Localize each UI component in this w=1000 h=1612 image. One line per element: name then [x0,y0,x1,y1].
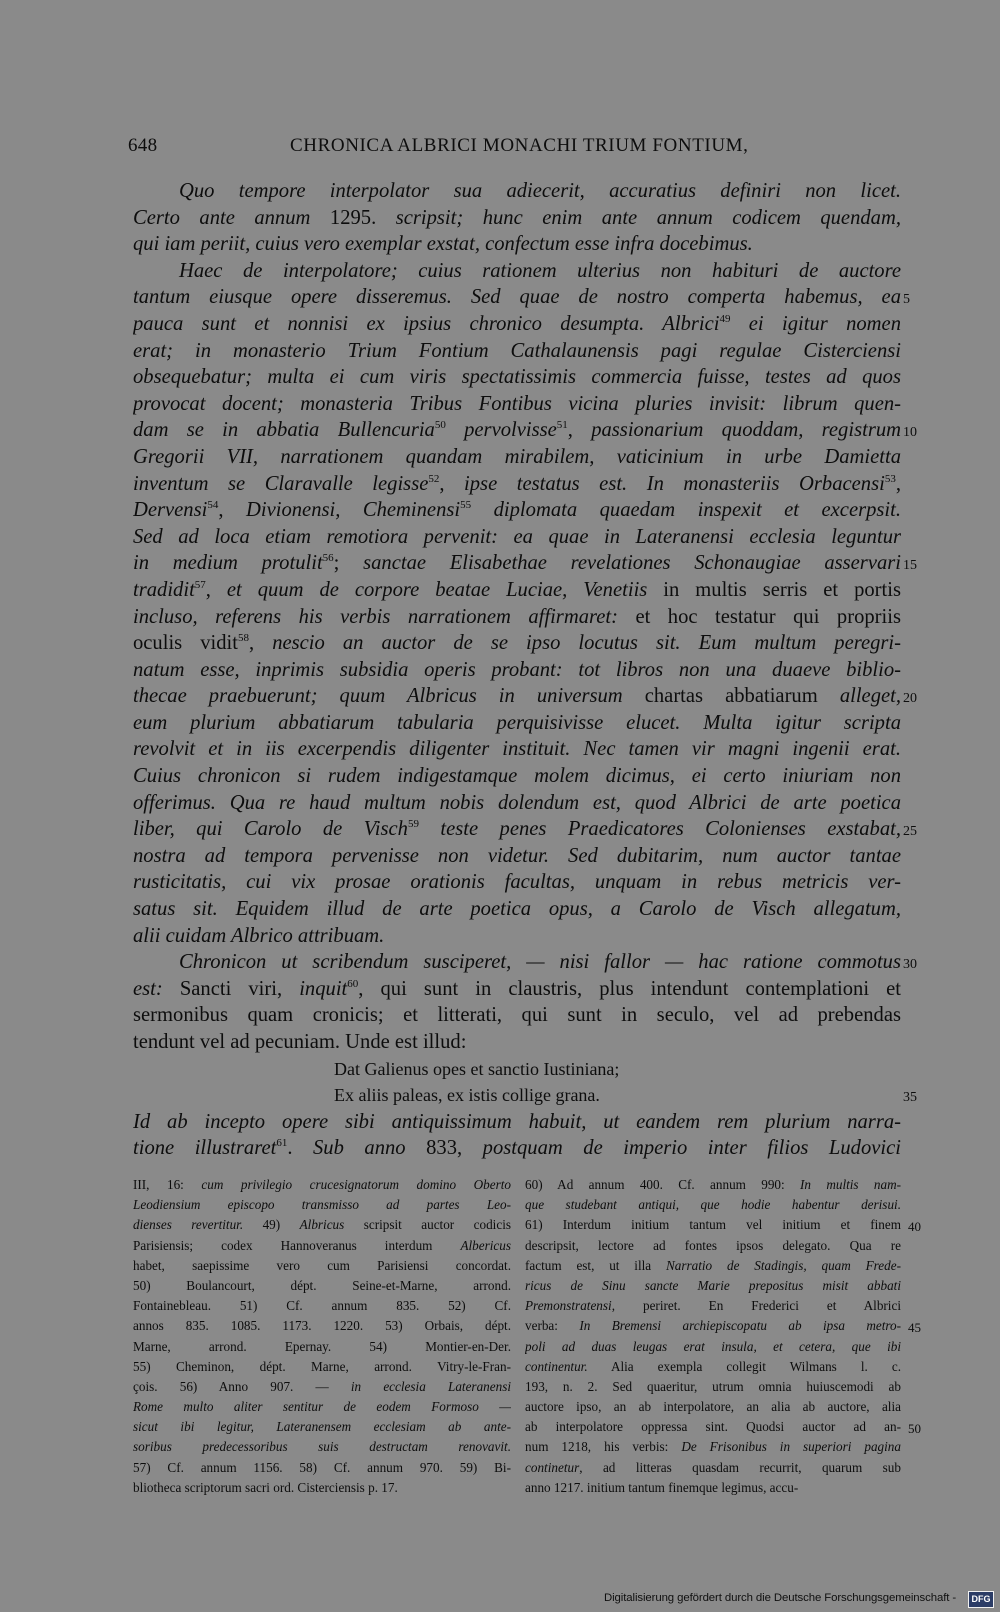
running-title: CHRONICA ALBRICI MONACHI TRIUM FONTIUM, [290,135,749,156]
footnotes-left-column [133,1175,511,1498]
margin-line-number: 35 [903,1090,917,1106]
footnote-line: çois. 56) Anno 907. — in ecclesia Lateranensi [133,1378,511,1394]
footnote-line: continentur. Alia exempla collegit Wilmans l. c. [525,1358,901,1374]
footnote-line: verba: In Bremensi archiepiscopatu ab ipsa metro- [525,1318,901,1334]
footnote-line: III, 16: cum privilegio crucesignatorum domino Oberto [133,1177,511,1192]
footnote-line: 60) Ad annum 400. Cf. annum 990: In multis nam- [525,1177,901,1192]
footnote-line: num 1218, his verbis: De Frisonibus in superiori pagina [525,1439,901,1455]
footnote-line: Premonstratensi, periret. En Frederici et Albrici [525,1298,901,1314]
footnote-line: bliotheca scriptorum sacri ord. Cisterciensis p. 17. [133,1479,398,1495]
text-line: natum esse, inprimis subsidia operis probant: tot libros non una duaeve biblio- [133,658,901,681]
footnote-line: soribus predecessoribus suis destructam renovavit. [133,1439,511,1455]
footnote-line-number: 50 [908,1421,921,1437]
footnote-line: Leodiensium episcopo transmisso ad partes Leo- [133,1197,511,1213]
footnote-line: dienses revertitur. 49) Albricus scripsit auctor codicis [133,1217,511,1233]
footnote-line: auctore ipso, an ab interpolatore, an alia ab auctore, alia [525,1399,901,1415]
text-line: inventum se Claravalle legisse$^{52}$, ipse testatus est. In monasteriis Orbacensi$^{53}$, [133,472,901,495]
text-line: tantum eiusque opere disseremus. Sed quae de nostro comperta habemus, ea [133,286,901,309]
text-line: erat; in monasterio Trium Fontium Cathalaunensis pagi regulae Cisterciensi [133,339,901,362]
footnote-line: sicut ibi legitur, Lateranensem ecclesiam ab ante- [133,1419,511,1435]
footnote-line: ricus de Sinu sancte Marie prepositus misit abbati [525,1277,901,1293]
dfg-logo: DFG [968,1591,994,1608]
text-line: thecae praebuerunt; quum Albricus in universum chartas abbatiarum alleget, [133,685,901,708]
text-line: obsequebatur; multa ei cum viris spectatissimis commercia fuisse, testes ad quos [133,366,901,389]
margin-line-number: 5 [903,292,910,308]
footnote-line: 193, n. 2. Sed quaeritur, utrum omnia huiuscemodi ab [525,1378,901,1394]
main-text [133,178,901,1162]
text-line: Sed ad loca etiam remotiora pervenit: ea quae in Lateranensi ecclesia leguntur [133,525,901,548]
text-line: dam se in abbatia Bullencuria$^{50}$ pervolvisse$^{51}$, passionarium quoddam, registrum [133,419,901,442]
text-line: Quo tempore interpolator sua adiecerit, accuratius definiri non licet. [179,180,901,202]
footnote-line: 57) Cf. annum 1156. 58) Cf. annum 970. 59) Bi- [133,1459,511,1475]
text-line: Haec de interpolatore; cuius rationem ulterius non habituri de auctore [179,259,901,282]
text-line: tione illustraret$^{61}$. Sub anno 833, postquam de imperio inter filios Ludovici [133,1137,901,1160]
text-line: provocat docent; monasteria Tribus Fontibus vicina pluries invisit: librum quen- [133,392,901,415]
text-line: alii cuidam Albrico attribuam. [133,924,385,947]
footnote-line: 50) Boulancourt, dépt. Seine-et-Marne, arrond. [133,1277,511,1293]
footnote-line: Rome multo aliter sentitur de eodem Formoso — [133,1399,511,1415]
text-line: liber, qui Carolo de Visch$^{59}$ teste penes Praedicatores Colonienses exstabat, [133,818,901,841]
footnote-line: continetur, ad litteras quasdam recurrit, quarum sub [525,1459,901,1475]
text-line: Id ab incepto opere sibi antiquissimum habuit, ut eandem rem plurium narra- [133,1110,901,1133]
text-line: tendunt vel ad pecuniam. Unde est illud: [133,1031,467,1053]
text-line: incluso, referens his verbis narrationem affirmaret: et hoc testatur qui propriis [133,605,901,628]
text-line: Cuius chronicon si rudem indigestamque molem dicimus, ei certo iniuriam non [133,765,901,788]
text-line: satus sit. Equidem illud de arte poetica opus, a Carolo de Visch allegatum, [133,898,901,921]
footnote-line: factum est, ut illa Narratio de Stadingis, quam Frede- [525,1257,901,1273]
margin-line-number: 20 [903,691,917,707]
footnotes-right-column [525,1175,901,1498]
footnote-line: annos 835. 1085. 1173. 1220. 53) Orbais, dépt. [133,1318,511,1334]
footnote-line: Parisiensis; codex Hannoveranus interdum Albericus [133,1237,511,1253]
text-line: tradidit$^{57}$, et quum de corpore beatae Luciae, Venetiis in multis serris et portis [133,578,901,601]
footnote-line: habet, saepissime vero cum Parisiensi concordat. [133,1257,511,1273]
margin-line-number: 15 [903,558,917,574]
text-line: Gregorii VII, narrationem quandam mirabilem, vaticinium in urbe Damietta [133,445,901,468]
text-line: offerimus. Qua re haud multum nobis dolendum est, quod Albrici de arte poetica [133,791,901,814]
text-line: revolvit et in iis excerpendis diligenter instituit. Nec tamen vir magni ingenii erat. [133,738,901,761]
text-line: Chronicon ut scribendum susciperet, — nisi fallor — hac ratione commotus [179,951,901,974]
margin-line-number: 25 [903,824,917,840]
footnote-line: Marne, arrond. Epernay. 54) Montier-en-Der. [133,1338,511,1354]
page-number: 648 [128,135,158,156]
footnote-line: 55) Cheminon, dépt. Marne, arrond. Vitry-le-Fran- [133,1358,511,1374]
text-line: sermonibus quam cronicis; et litterati, qui sunt in seculo, vel ad prebendas [133,1004,901,1027]
text-line: Dervensi$^{54}$, Divionensi, Cheminensi$^{55}$ diplomata quaedam inspexit et excerpsit. [133,499,901,522]
text-line: in medium protulit$^{56}$; sanctae Elisabethae revelationes Schonaugiae asservari [133,552,901,575]
margin-line-number: 30 [903,957,917,973]
verse-line: Ex aliis paleas, ex istis collige grana. [334,1085,600,1106]
text-line: eum plurium abbatiarum tabularia perquisivisse elucet. Multa igitur scripta [133,711,901,734]
footnote-line: poli ad duas leugas erat insula, et cetera, que ibi [525,1338,901,1354]
text-line: pauca sunt et nonnisi ex ipsius chronico desumpta. Albrici$^{49}$ ei igitur nomen [133,312,901,335]
footnote-line-number: 40 [908,1219,921,1235]
text-line: est: Sancti viri, inquit$^{60}$, qui sunt in claustris, plus intendunt contemplationi et [133,977,901,1000]
running-header [128,131,900,161]
text-line: Certo ante annum 1295. scripsit; hunc enim ante annum codicem quendam, [133,206,901,229]
footnote-line: ab interpolatore oppressa sint. Quodsi auctor ad an- [525,1419,901,1435]
footnote-line: descripsit, lectore ad fontes ipsos delegato. Qua re [525,1237,901,1253]
footnote-line: que studebant antiqui, que hodie habentur derisui. [525,1197,901,1213]
text-line: rusticitatis, cui vix prosae orationis facultas, unquam in rebus metricis ver- [133,871,901,894]
digitization-credit: Digitalisierung gefördert durch die Deutsche Forschungsgemeinschaft - [604,1592,957,1604]
footnote-line: 61) Interdum initium tantum vel initium et finem [525,1217,901,1233]
footnote-line: anno 1217. initium tantum finemque legimus, accu- [525,1479,799,1495]
text-line: qui iam periit, cuius vero exemplar exstat, confectum esse infra docebimus. [133,233,753,256]
footnote-line: Fontainebleau. 51) Cf. annum 835. 52) Cf. [133,1298,511,1314]
text-line: nostra ad tempora pervenisse non videtur. Sed dubitarim, num auctor tantae [133,844,901,867]
footnote-line-number: 45 [908,1320,921,1336]
margin-line-number: 10 [903,425,917,441]
verse-line: Dat Galienus opes et sanctio Iustiniana; [334,1058,620,1079]
text-line: oculis vidit$^{58}$, nescio an auctor de se ipso locutus sit. Eum multum peregri- [133,632,901,655]
